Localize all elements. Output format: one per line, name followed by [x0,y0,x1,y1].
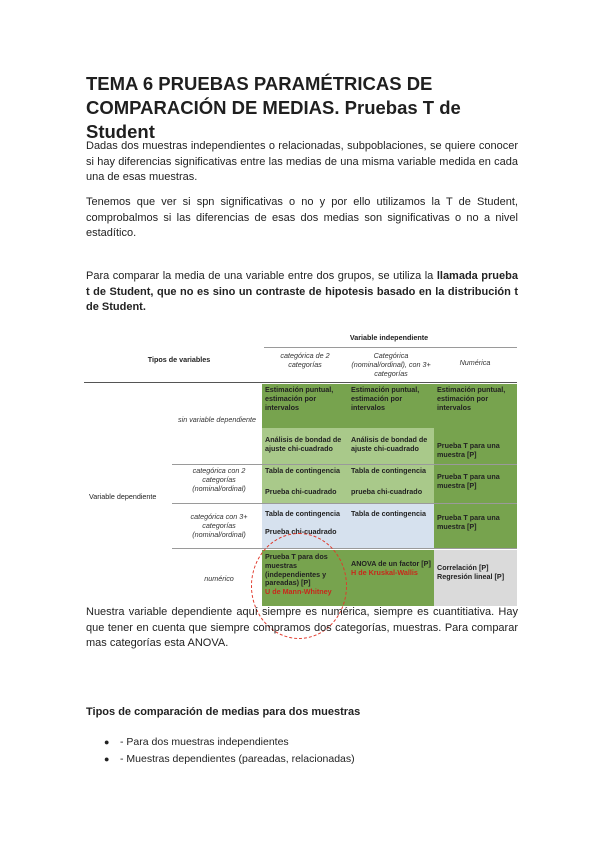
cell-contingencia-1: Tabla de contingencia [262,465,348,483]
page-title: TEMA 6 PRUEBAS PARAMÉTRICAS DE COMPARACIÓN DE MEDIAS. Pruebas T de Student [86,73,461,142]
chi-3-text: Prueba chi-cuadrado [265,526,337,536]
cell-chi-2: prueba chi-cuadrado [348,483,434,503]
comparison-text: Para comparar la media de una variable entre dos grupos, se utiliza la [86,270,434,282]
col-categorica-2: categórica de 2 categorías [280,351,330,369]
list-item-text: - Muestras dependientes (pareadas, relacionadas) [120,753,355,765]
cell-correlacion [434,550,517,606]
header-types: Tipos de variables [147,355,211,364]
comparison-bold-text: llamada prueba t de Student, que no es sino un contraste de hipotesis basado en la distribución t de Student. [86,270,518,313]
cell-estimacion-3: Estimación puntual, estimación por intervalos [434,384,517,428]
list-item [104,751,355,768]
cell-bondad-1: Análisis de bondad de ajuste chi-cuadrado [262,428,348,464]
contingencia-3-text: Tabla de contingencia [265,509,340,518]
header-independent: Variable independiente [349,333,429,342]
cell-contingencia-3 [262,504,348,548]
cell-estimacion-1: Estimación puntual, estimación por intervalos [262,384,348,428]
bullet-list [104,734,355,768]
regresion-text: Regresión lineal [P] [437,571,505,581]
bullet-icon: ● [104,754,110,764]
row-numerico: numérico [204,574,234,583]
variable-types-table [84,329,517,607]
student-paragraph: Tenemos que ver si spn significativas o no y por ello utilizamos la T de Student, comprobalmos si las diferencias de esas dos medias son significativas o no a nivel estadítico. [86,196,518,239]
anova-text: ANOVA de un factor [P] [351,559,431,568]
cell-chi-1: Prueba chi-cuadrado [262,483,348,503]
correlacion-text: Correlación [P] [437,563,489,572]
dependent-label: Variable dependiente [89,492,157,501]
col-categorica-3: Categórica (nominal/ordinal), con 3+ categorías [351,351,431,378]
cell-prueba-t-una-2: Prueba T para una muestra [P] [434,465,517,503]
cell-estimacion-2: Estimación puntual, estimación por intervalos [348,384,434,428]
dependent-paragraph: Nuestra variable dependiente aquí siempre es numérica, siempre es cuantitiativa. Hay que tener en cuenta que siempre compramos dos categorías, muestras. Para comparar mas categorías esta ANOVA. [86,606,518,649]
divider [172,548,517,549]
row-categorica-2: categórica con 2 categorías (nominal/ordinal) [192,466,246,493]
col-numerica: Numérica [459,358,491,367]
bullet-icon: ● [104,737,110,747]
row-sin-variable: sin variable dependiente [178,415,256,424]
comparison-paragraph [86,269,518,316]
cell-contingencia-2: Tabla de contingencia [348,465,434,483]
divider [84,382,517,383]
kruskal-text: H de Kruskal-Wallis [351,567,418,577]
cell-anova [348,550,434,606]
cell-prueba-t-una-3: Prueba T para una muestra [P] [434,504,517,548]
list-item-text: - Para dos muestras independientes [120,736,289,748]
cell-contingencia-4: Tabla de contingencia [348,504,434,548]
list-item [104,734,355,751]
cell-bondad-2: Análisis de bondad de ajuste chi-cuadrado [348,428,434,464]
mann-whitney-text: U de Mann-Whitney [265,587,332,597]
cell-prueba-t-dos [262,550,348,606]
intro-paragraph: Dadas dos muestras independientes o relacionadas, subpoblaciones, se quiere conocer si hay diferencias significativas entre las medias de una misma variable medida en cada una de esas muestras. [86,140,518,183]
section-subtitle: Tipos de comparación de medias para dos muestras [86,706,361,718]
cell-prueba-t-una-1: Prueba T para una muestra [P] [434,428,517,464]
divider [264,347,517,348]
row-categorica-3: categórica con 3+ categorías (nominal/ordinal) [190,512,248,539]
prueba-t-dos-text: Prueba T para dos muestras (independientes y pareadas) [P] [265,552,328,588]
